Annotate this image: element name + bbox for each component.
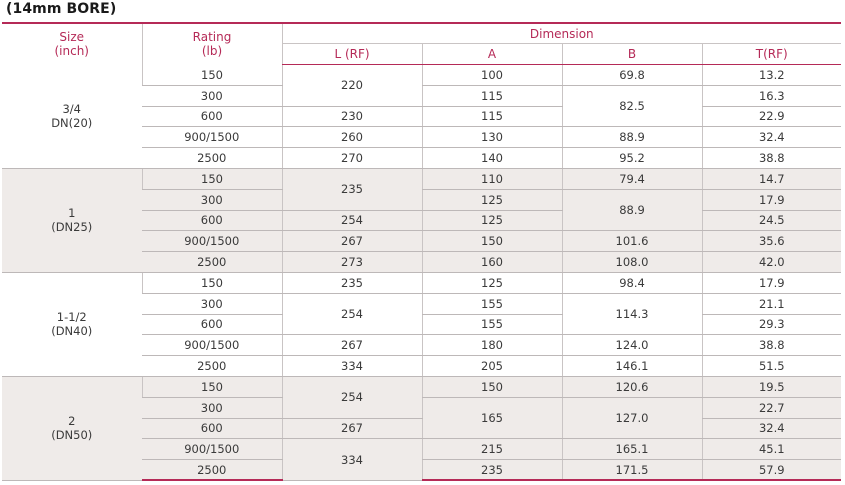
size-group-3-4 (2, 65, 841, 169)
t-cell: 38.8 (702, 335, 841, 356)
a-cell: 165 (422, 397, 562, 439)
b-cell: 88.9 (562, 189, 702, 231)
t-cell: 32.4 (702, 418, 841, 439)
b-cell: 114.3 (562, 293, 702, 335)
size-value: 2 (68, 414, 76, 429)
table-row (2, 65, 841, 86)
rating-cell: 900/1500 (142, 231, 282, 252)
rating-cell: 2500 (142, 148, 282, 169)
a-cell: 130 (422, 127, 562, 148)
size-header (2, 23, 142, 65)
l-cell: 220 (282, 65, 422, 107)
size-dn: (DN25) (51, 220, 93, 235)
l-cell: 235 (282, 272, 422, 293)
rating-cell: 900/1500 (142, 439, 282, 460)
l-cell: 270 (282, 148, 422, 169)
rating-cell: 600 (142, 314, 282, 335)
rating-cell: 300 (142, 293, 282, 314)
t-cell: 22.7 (702, 397, 841, 418)
rating-cell: 2500 (142, 356, 282, 377)
t-cell: 21.1 (702, 293, 841, 314)
t-cell: 22.9 (702, 106, 841, 127)
rating-header-label: Rating (192, 30, 232, 45)
l-cell: 254 (282, 210, 422, 231)
t-cell: 35.6 (702, 231, 841, 252)
size-group-1-1-2 (2, 272, 841, 376)
rating-cell: 300 (142, 85, 282, 106)
l-cell: 260 (282, 127, 422, 148)
rating-header (142, 23, 282, 65)
rating-cell: 2500 (142, 252, 282, 273)
a-cell: 215 (422, 439, 562, 460)
a-cell: 115 (422, 106, 562, 127)
size-dn: DN(20) (51, 116, 93, 131)
b-cell: 95.2 (562, 148, 702, 169)
t-cell: 17.9 (702, 189, 841, 210)
size-cell (2, 272, 142, 376)
table-row (2, 168, 841, 189)
b-cell: 165.1 (562, 439, 702, 460)
rating-header-unit: (lb) (201, 44, 223, 59)
t-cell: 32.4 (702, 127, 841, 148)
t-cell: 19.5 (702, 376, 841, 397)
size-dn: (DN40) (51, 324, 93, 339)
l-cell: 273 (282, 252, 422, 273)
rating-cell: 150 (142, 376, 282, 397)
rating-cell: 900/1500 (142, 335, 282, 356)
rating-cell: 600 (142, 418, 282, 439)
t-cell: 13.2 (702, 65, 841, 86)
a-cell: 155 (422, 293, 562, 314)
a-cell: 160 (422, 252, 562, 273)
t-cell: 51.5 (702, 356, 841, 377)
b-cell: 88.9 (562, 127, 702, 148)
t-cell: 16.3 (702, 85, 841, 106)
a-cell: 150 (422, 231, 562, 252)
l-cell: 235 (282, 168, 422, 210)
b-cell: 127.0 (562, 397, 702, 439)
dimension-header: Dimension (282, 23, 841, 44)
a-cell: 205 (422, 356, 562, 377)
t-cell: 42.0 (702, 252, 841, 273)
t-cell: 29.3 (702, 314, 841, 335)
a-cell: 100 (422, 65, 562, 86)
b-cell: 82.5 (562, 85, 702, 127)
a-cell: 110 (422, 168, 562, 189)
size-header-label: Size (59, 30, 85, 45)
t-cell: 38.8 (702, 148, 841, 169)
rating-cell: 2500 (142, 460, 282, 481)
rating-cell: 300 (142, 189, 282, 210)
rating-cell: 150 (142, 65, 282, 86)
rating-cell: 900/1500 (142, 127, 282, 148)
rating-cell: 150 (142, 168, 282, 189)
l-header: L (RF) (282, 44, 422, 65)
rating-cell: 600 (142, 210, 282, 231)
b-cell: 98.4 (562, 272, 702, 293)
t-header: T(RF) (702, 44, 841, 65)
t-cell: 17.9 (702, 272, 841, 293)
b-cell: 124.0 (562, 335, 702, 356)
b-cell: 101.6 (562, 231, 702, 252)
size-header-unit: (inch) (54, 44, 89, 59)
t-cell: 45.1 (702, 439, 841, 460)
size-cell (2, 376, 142, 480)
b-cell: 146.1 (562, 356, 702, 377)
b-cell: 69.8 (562, 65, 702, 86)
t-cell: 57.9 (702, 460, 841, 481)
size-group-1 (2, 168, 841, 272)
dimension-table (2, 22, 841, 481)
rating-cell: 150 (142, 272, 282, 293)
a-cell: 140 (422, 148, 562, 169)
size-group-2 (2, 376, 841, 480)
b-cell: 171.5 (562, 460, 702, 481)
size-value: 1 (68, 206, 76, 221)
table-row (2, 272, 841, 293)
table-title: (14mm BORE) (6, 1, 117, 17)
l-cell: 230 (282, 106, 422, 127)
a-cell: 125 (422, 189, 562, 210)
t-cell: 14.7 (702, 168, 841, 189)
size-cell (2, 65, 142, 169)
b-cell: 79.4 (562, 168, 702, 189)
l-cell: 254 (282, 376, 422, 418)
a-cell: 235 (422, 460, 562, 481)
a-cell: 180 (422, 335, 562, 356)
rating-cell: 600 (142, 106, 282, 127)
size-cell (2, 168, 142, 272)
size-value: 1-1/2 (56, 310, 87, 325)
table-row (2, 376, 841, 397)
b-cell: 120.6 (562, 376, 702, 397)
a-cell: 125 (422, 272, 562, 293)
l-cell: 334 (282, 439, 422, 481)
a-cell: 125 (422, 210, 562, 231)
l-cell: 334 (282, 356, 422, 377)
a-cell: 150 (422, 376, 562, 397)
l-cell: 267 (282, 335, 422, 356)
a-header: A (422, 44, 562, 65)
size-dn: (DN50) (51, 428, 93, 443)
rating-cell: 300 (142, 397, 282, 418)
l-cell: 254 (282, 293, 422, 335)
b-cell: 108.0 (562, 252, 702, 273)
t-cell: 24.5 (702, 210, 841, 231)
l-cell: 267 (282, 418, 422, 439)
a-cell: 115 (422, 85, 562, 106)
size-value: 3/4 (62, 102, 81, 117)
a-cell: 155 (422, 314, 562, 335)
b-header: B (562, 44, 702, 65)
l-cell: 267 (282, 231, 422, 252)
